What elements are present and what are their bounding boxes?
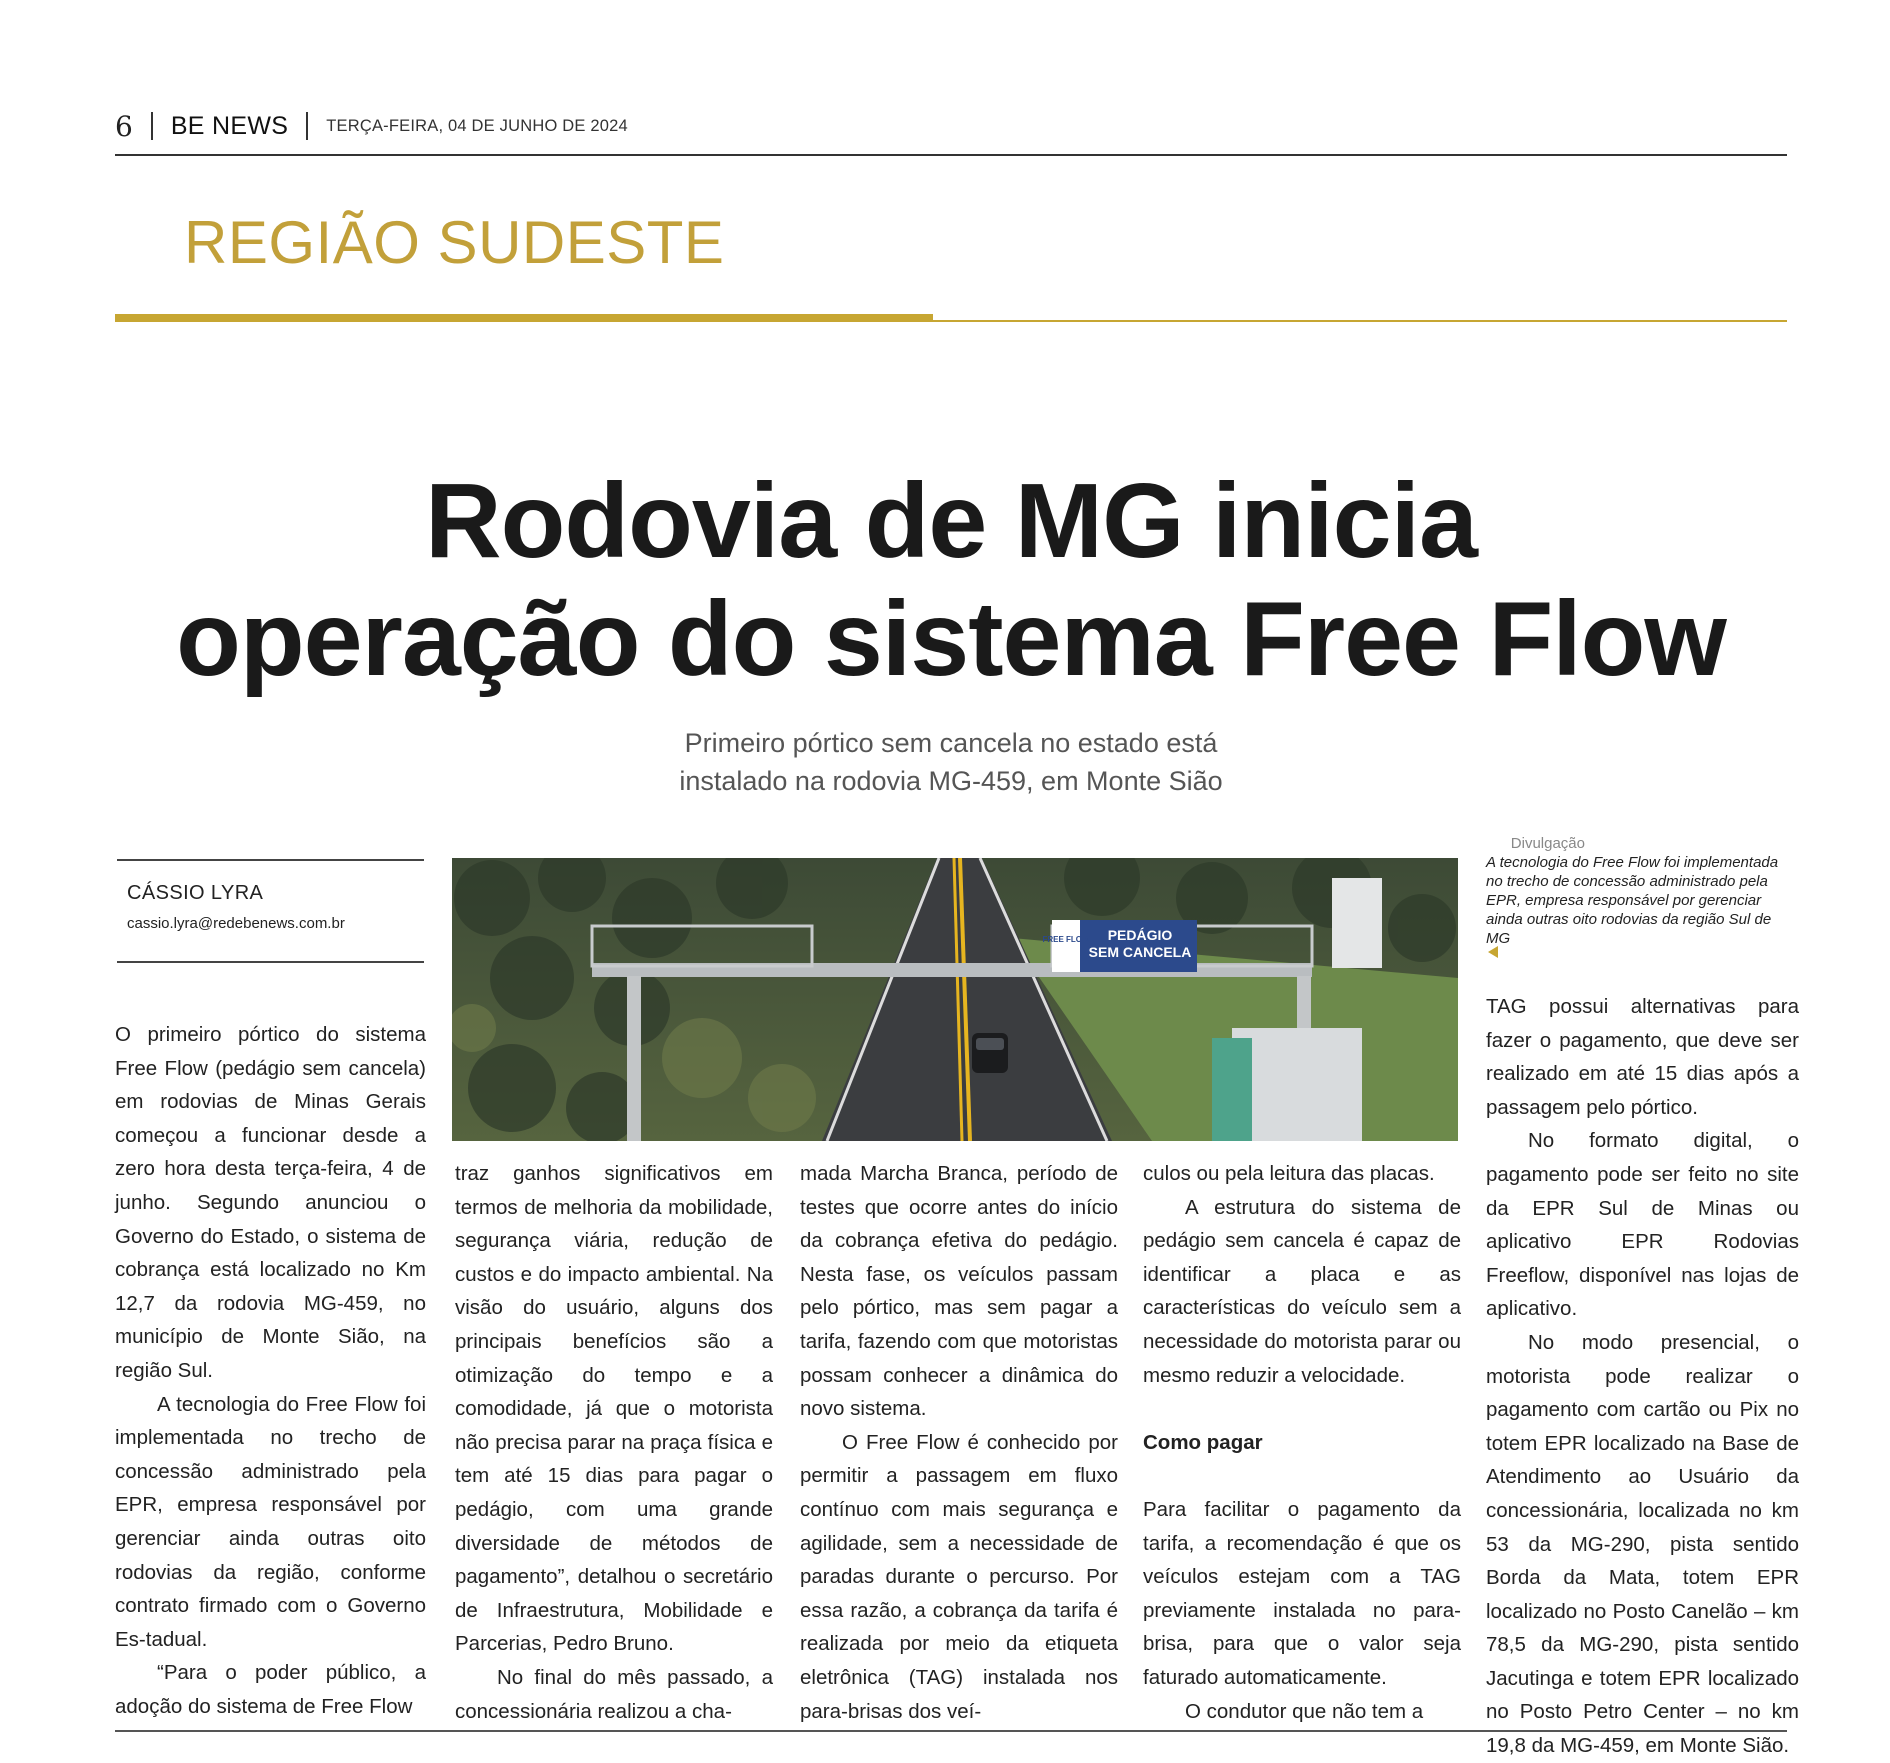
author-email[interactable]: cassio.lyra@redebenews.com.br	[127, 915, 345, 932]
paragraph: O primeiro pórtico do sistema Free Flow (pedágio sem cancela) em rodovias de Minas Gerais começou a funcionar desde a zero hora desta terça-feira, 4 de junho. Segundo anunciou o Governo do Estado, o sistema de cobrança está localizado no Km 12,7 da rodovia MG-459, no município de Monte Sião, na região Sul.	[115, 1023, 426, 1382]
spacer	[1143, 1459, 1461, 1493]
paragraph: No final do mês passado, a concessionária realizou a cha-	[455, 1665, 773, 1723]
article-column-1	[115, 1018, 426, 1723]
section-rule-thin	[933, 320, 1787, 322]
footer-rule	[115, 1730, 1787, 1732]
subheadline-line-2: instalado na rodovia MG-459, em Monte Sião	[679, 766, 1223, 796]
article-column-3	[800, 1157, 1118, 1728]
paragraph: “Para o poder público, a adoção do sistema de Free Flow	[115, 1661, 426, 1718]
paragraph: O condutor que não tem a	[1185, 1699, 1424, 1723]
caption-arrow-icon	[1488, 946, 1498, 958]
subheadline-line-1: Primeiro pórtico sem cancela no estado está	[684, 728, 1218, 758]
header-divider	[306, 112, 308, 140]
sign-line-2: SEM CANCELA	[1088, 944, 1192, 960]
headline-line-2: operação do sistema Free Flow	[176, 580, 1726, 698]
paragraph: No modo presencial, o motorista pode realizar o pagamento com cartão ou Pix no totem EPR localizado na Base de Atendimento ao Usuário da concessionária, localizada no km 53 da MG-290, pista sentido Borda da Mata, totem EPR localizado no Posto Canelão – km 78,5 da MG-290, pista sentido Jacutinga e totem EPR localizado no Posto Petro Center – no km 19,8 da MG-459, em Monte Sião.	[1486, 1330, 1799, 1758]
article-column-5	[1486, 990, 1799, 1763]
section-subheading: Como pagar	[1143, 1430, 1263, 1454]
page-number: 6	[115, 109, 133, 143]
section-title: REGIÃO SUDESTE	[184, 209, 725, 276]
section-rule-thick	[115, 314, 933, 322]
author-name: CÁSSIO LYRA	[127, 882, 264, 904]
spacer	[1143, 1392, 1461, 1426]
article-photo	[452, 858, 1458, 1141]
header-rule	[115, 154, 1787, 156]
paragraph: No formato digital, o pagamento pode ser feito no site da EPR Sul de Minas ou aplicativo EPR Rodovias Freeflow, disponível nas lojas de aplicativo.	[1486, 1129, 1799, 1321]
paragraph: A estrutura do sistema de pedágio sem cancela é capaz de identificar a placa e as características do veículo sem a necessidade do motorista parar ou mesmo reduzir a velocidade.	[1143, 1195, 1461, 1387]
paragraph: mada Marcha Branca, período de testes que ocorre antes do início da cobrança efetiva do pedágio. Nesta fase, os veículos passam pelo pórtico, mas sem pagar a tarifa, fazendo com que motoristas possam conhecer a dinâmica do novo sistema.	[800, 1162, 1118, 1421]
paragraph: TAG possui alternativas para fazer o pagamento, que deve ser realizado em até 15 dias após a passagem pelo pórtico.	[1486, 995, 1799, 1119]
article-column-4	[1143, 1157, 1461, 1728]
header-divider	[151, 112, 153, 140]
sign-logo: FREE FLOW	[1042, 935, 1090, 944]
issue-date: TERÇA-FEIRA, 04 DE JUNHO DE 2024	[326, 116, 628, 135]
publication-name: BE NEWS	[170, 111, 289, 140]
page-header	[115, 106, 628, 146]
article-column-2	[455, 1157, 773, 1728]
headline-line-1: Rodovia de MG inicia	[425, 462, 1477, 580]
sign-line-1: PEDÁGIO	[1107, 927, 1173, 943]
photo-caption: A tecnologia do Free Flow foi implementada no trecho de concessão administrado pela EPR, empresa responsável por gerenciar ainda outras oito rodovias da região Sul de MG	[1486, 854, 1779, 947]
headline	[115, 462, 1787, 698]
paragraph: culos ou pela leitura das placas.	[1143, 1162, 1435, 1185]
paragraph: A tecnologia do Free Flow foi implementada no trecho de concessão administrado pela EPR, empresa responsável por gerenciar ainda outras oito rodovias da região, conforme contrato firmado com o Governo Es-tadual.	[115, 1392, 426, 1651]
paragraph: traz ganhos significativos em termos de melhoria da mobilidade, segurança viária, redução de custos e do impacto ambiental. Na visão do usuário, alguns dos principais benefícios são a otimização do tempo e a comodidade, já que o motorista não precisa parar na praça física e tem até 15 dias para pagar o pedágio, com uma grande diversidade de métodos de pagamento”, detalhou o secretário de Infraestrutura, Mobilidade e Parcerias, Pedro Bruno.	[455, 1162, 773, 1656]
photo-credit: Divulgação	[1510, 835, 1585, 852]
paragraph: O Free Flow é conhecido por permitir a passagem em fluxo contínuo com mais segurança e agilidade, sem a necessidade de paradas durante o percurso. Por essa razão, a cobrança da tarifa é realizada por meio da etiqueta eletrônica (TAG) instalada nos para-brisas dos veí-	[800, 1430, 1118, 1723]
subheadline	[115, 724, 1787, 800]
paragraph: Para facilitar o pagamento da tarifa, a recomendação é que os veículos estejam com a TAG previamente instalada no para-brisa, para que o valor seja faturado automaticamente.	[1143, 1497, 1461, 1689]
author-rule-bottom	[117, 961, 424, 963]
author-rule-top	[117, 859, 424, 861]
